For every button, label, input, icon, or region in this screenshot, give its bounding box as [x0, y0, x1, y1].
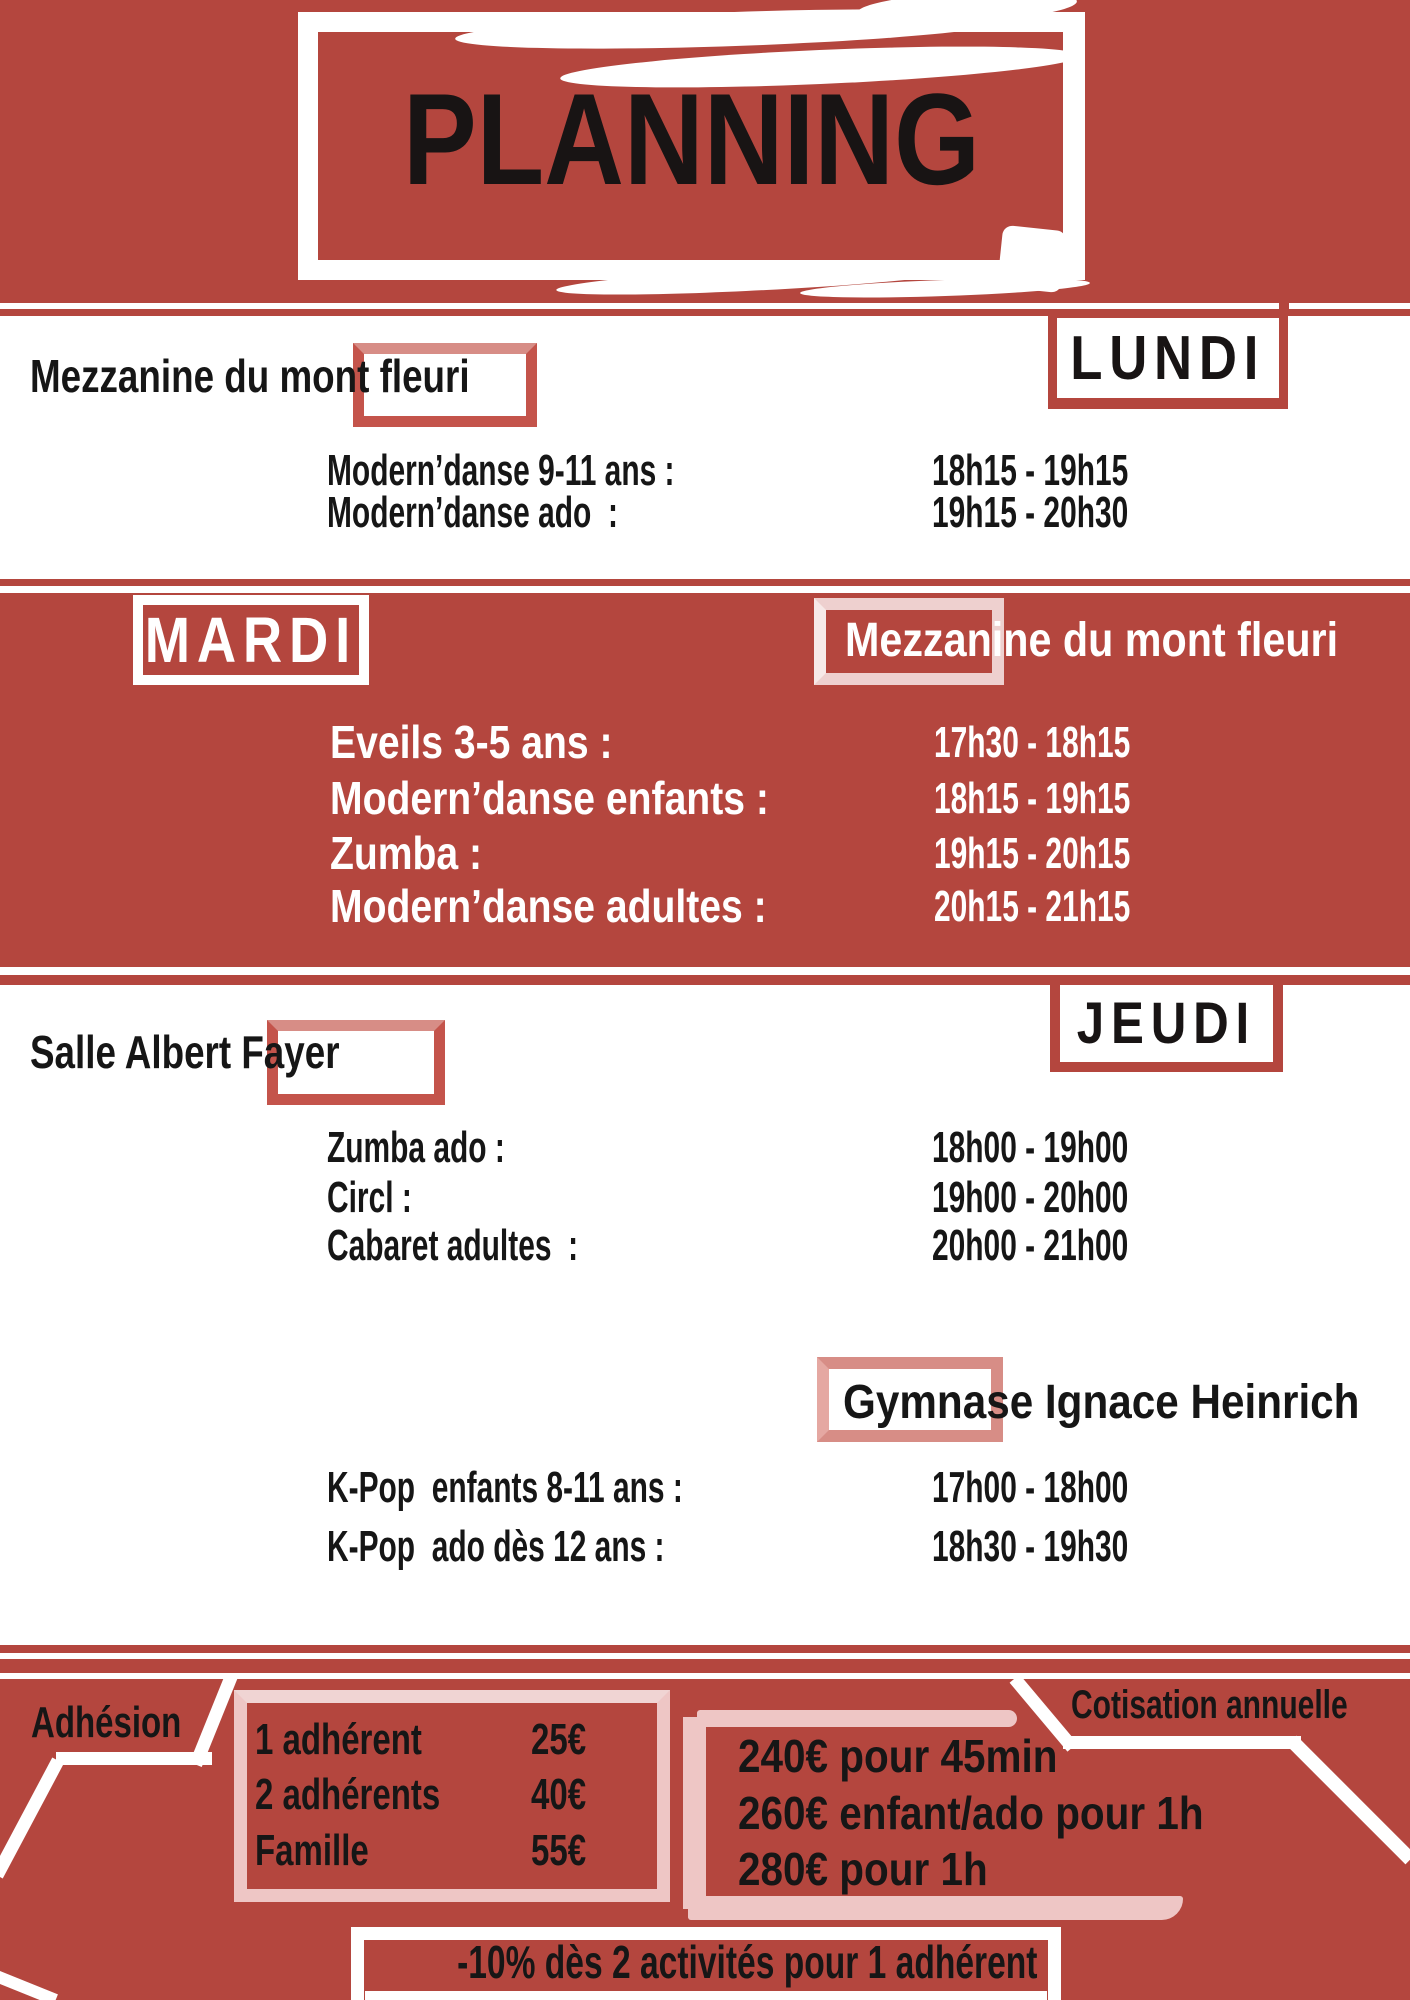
- poster-title: PLANNING: [402, 66, 981, 212]
- activity-time: 18h15 - 19h15: [932, 446, 1129, 495]
- activity-label: Cabaret adultes :: [327, 1221, 579, 1270]
- divider-stripe: [0, 579, 1410, 586]
- banner: [0, 0, 1410, 303]
- cotisation-row: 280€ pour 1h: [738, 1843, 988, 1895]
- activity-time: 20h15 - 21h15: [934, 882, 1131, 931]
- activity-label: K-Pop enfants 8-11 ans :: [327, 1463, 683, 1512]
- activity-time: 19h15 - 20h30: [932, 488, 1129, 537]
- activity-time: 19h15 - 20h15: [934, 829, 1131, 878]
- day-box-lundi: [1048, 309, 1288, 409]
- brush-stroke-icon: [997, 225, 1067, 293]
- corner-line: [56, 1752, 212, 1765]
- day-label-jeudi: JEUDI: [1076, 991, 1257, 1056]
- activity-time: 18h15 - 19h15: [934, 774, 1131, 823]
- location-title-jeudi-2: Gymnase Ignace Heinrich: [843, 1376, 1360, 1429]
- brush-stroke-icon: [697, 1710, 1017, 1727]
- activity-label: Modern’danse enfants :: [330, 772, 769, 824]
- location-title-mardi: Mezzanine du mont fleuri: [845, 614, 1339, 667]
- discount-note: -10% dès 2 activités pour 1 adhérent: [457, 1936, 1038, 1988]
- cotisation-row: 260€ enfant/ado pour 1h: [738, 1787, 1204, 1839]
- activity-time: 18h00 - 19h00: [932, 1123, 1129, 1172]
- activity-label: Modern’danse 9-11 ans :: [327, 446, 675, 495]
- price-row-value: 25€: [531, 1715, 587, 1764]
- activity-label: Modern’danse ado :: [327, 488, 618, 537]
- activity-label: Circl :: [327, 1173, 412, 1222]
- price-row-label: Famille: [255, 1826, 369, 1875]
- divider-stripe: [0, 1659, 1410, 1673]
- activity-time: 19h00 - 20h00: [932, 1173, 1129, 1222]
- brush-stroke-icon: [688, 1896, 1183, 1920]
- activity-label: K-Pop ado dès 12 ans :: [327, 1522, 665, 1571]
- day-label-lundi: LUNDI: [1070, 323, 1266, 393]
- location-title-jeudi-1: Salle Albert Fayer: [30, 1026, 340, 1078]
- cotisation-title: Cotisation annuelle: [1071, 1683, 1348, 1727]
- brush-stroke-icon: [683, 1717, 706, 1909]
- price-row-value: 40€: [531, 1770, 587, 1819]
- day-box-jeudi: [1050, 975, 1283, 1072]
- adhesion-title: Adhésion: [31, 1698, 182, 1747]
- activity-time: 17h00 - 18h00: [932, 1463, 1129, 1512]
- location-title-lundi: Mezzanine du mont fleuri: [30, 350, 470, 402]
- activity-label: Zumba ado :: [327, 1123, 505, 1172]
- corner-line: [1063, 1736, 1301, 1749]
- day-label-mardi: MARDI: [144, 604, 358, 676]
- price-row-value: 55€: [531, 1826, 587, 1875]
- activity-time: 20h00 - 21h00: [932, 1221, 1129, 1270]
- activity-label: Modern’danse adultes :: [330, 880, 767, 932]
- activity-label: Eveils 3-5 ans :: [330, 716, 613, 768]
- price-row-label: 1 adhérent: [255, 1715, 422, 1764]
- day-box-mardi: [133, 595, 369, 685]
- activity-time: 17h30 - 18h15: [934, 718, 1131, 767]
- price-row-label: 2 adhérents: [255, 1770, 441, 1819]
- divider-stripe: [0, 1645, 1410, 1653]
- activity-label: Zumba :: [330, 827, 483, 879]
- activity-time: 18h30 - 19h30: [932, 1522, 1129, 1571]
- cotisation-row: 240€ pour 45min: [738, 1730, 1058, 1782]
- discount-box-inner-line: [365, 1991, 1047, 2000]
